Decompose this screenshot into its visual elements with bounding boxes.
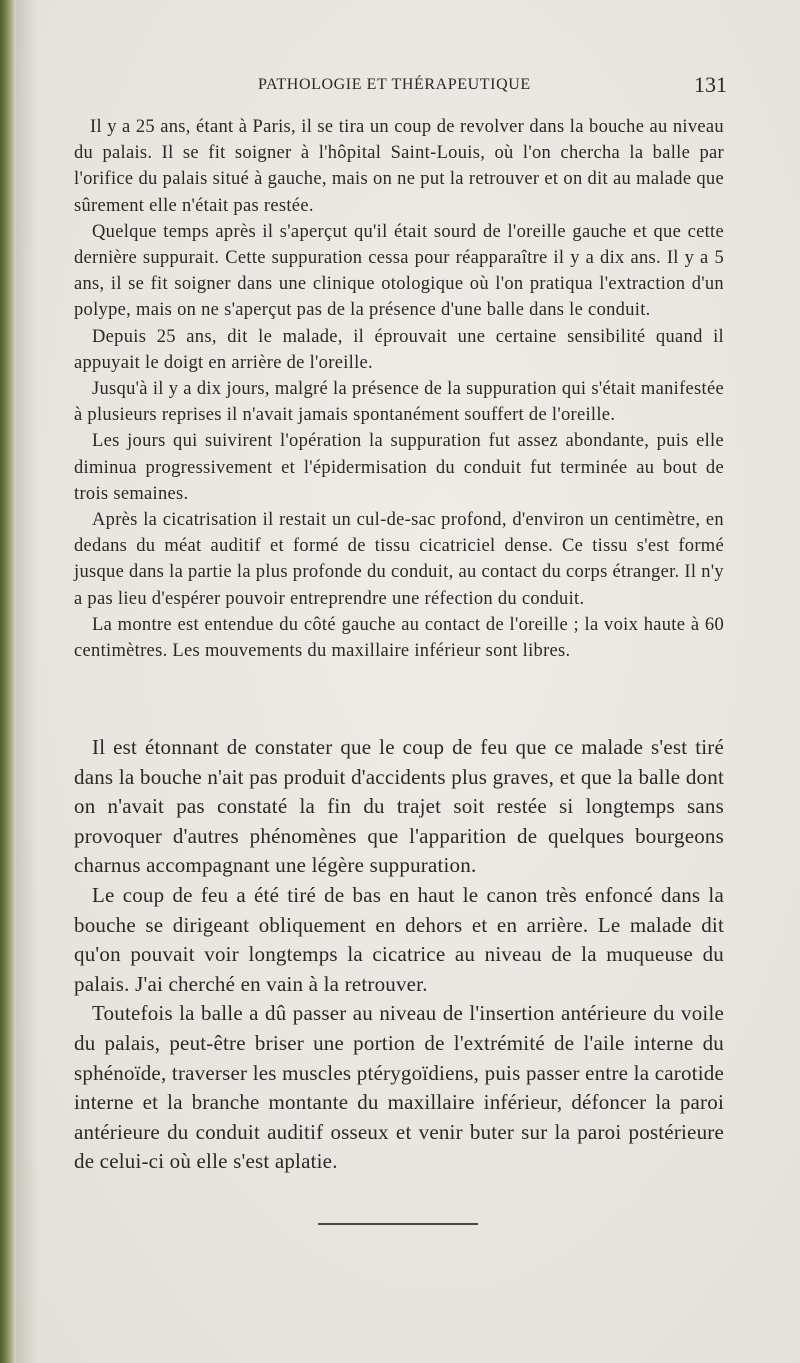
case-report-text <box>74 114 724 664</box>
case-paragraph: La montre est entendue du côté gauche au contact de l'oreille ; la voix haute à 60 centimètres. Les mouvements du maxillaire inférieur sont libres. <box>74 614 724 662</box>
case-paragraph: Après la cicatrisation il restait un cul-de-sac profond, d'environ un centimètre, en dedans du méat auditif et formé de tissu cicatriciel dense. Ce tissu s'est formé jusque dans la partie la plus profonde du conduit, au contact du corps étranger. Il n'y a pas lieu d'espérer pouvoir entreprendre une réfection du conduit. <box>74 510 724 609</box>
case-paragraph: Quelque temps après il s'aperçut qu'il était sourd de l'oreille gauche et que cette dernière suppurait. Cette suppuration cessa pour réapparaître il y a dix ans. Il y a 5 ans, il se fit soigner dans une clinique otologique où l'on pratiqua l'extraction d'un polype, mais on ne s'aperçut pas de la présence d'une balle dans le conduit. <box>74 221 724 321</box>
running-title: PATHOLOGIE ET THÉRAPEUTIQUE <box>258 76 531 93</box>
commentary-text <box>74 733 724 1177</box>
gutter-shadow <box>16 0 38 1363</box>
case-paragraph: Depuis 25 ans, dit le malade, il éprouvait une certaine sensibilité quand il appuyait le doigt en arrière de l'oreille. <box>74 326 724 373</box>
case-paragraph: Il y a 25 ans, étant à Paris, il se tira un coup de revolver dans la bouche au niveau du palais. Il se fit soigner à l'hôpital Saint-Louis, où l'on chercha la balle par l'orifice du palais situé à gauche, mais on ne put la retrouver et on dit au malade que sûrement elle n'était pas restée. <box>74 117 724 216</box>
running-header <box>0 72 800 102</box>
case-paragraph: Jusqu'à il y a dix jours, malgré la présence de la suppuration qui s'était manifestée à plusieurs reprises il n'avait jamais spontanément souffert de l'oreille. <box>74 379 724 426</box>
commentary-paragraph: Il est étonnant de constater que le coup de feu que ce malade s'est tiré dans la bouche n'ait pas produit d'accidents plus graves, et que la balle dont on n'avait pas constaté la fin du trajet soit restée si longtemps sans provoquer d'autres phénomènes que l'apparition de quelques bourgeons charnus accompagnant une légère suppuration. <box>74 735 724 878</box>
section-end-rule <box>318 1223 478 1225</box>
commentary-paragraph: Le coup de feu a été tiré de bas en haut le canon très enfoncé dans la bouche se dirigeant obliquement en dehors et en arrière. Le malade dit qu'on pouvait voir longtemps la cicatrice au niveau de la muqueuse du palais. J'ai cherché en vain à la retrouver. <box>74 882 724 996</box>
case-paragraph: Les jours qui suivirent l'opération la suppuration fut assez abondante, puis elle diminua progressivement et l'épidermisation du conduit fut terminée au bout de trois semaines. <box>74 431 724 504</box>
page-number: 131 <box>694 72 727 97</box>
commentary-paragraph: Toutefois la balle a dû passer au niveau de l'insertion antérieure du voile du palais, peut-être briser une portion de l'extrémité de l'aile interne du sphénoïde, traverser les muscles ptérygoïdiens, puis passer entre la carotide interne et la branche montante du maxillaire inférieur, défoncer la paroi antérieure du conduit auditif osseux et venir buter sur la paroi postérieure de celui-ci où elle s'est aplatie. <box>74 1001 724 1174</box>
book-binding-edge <box>0 0 16 1363</box>
